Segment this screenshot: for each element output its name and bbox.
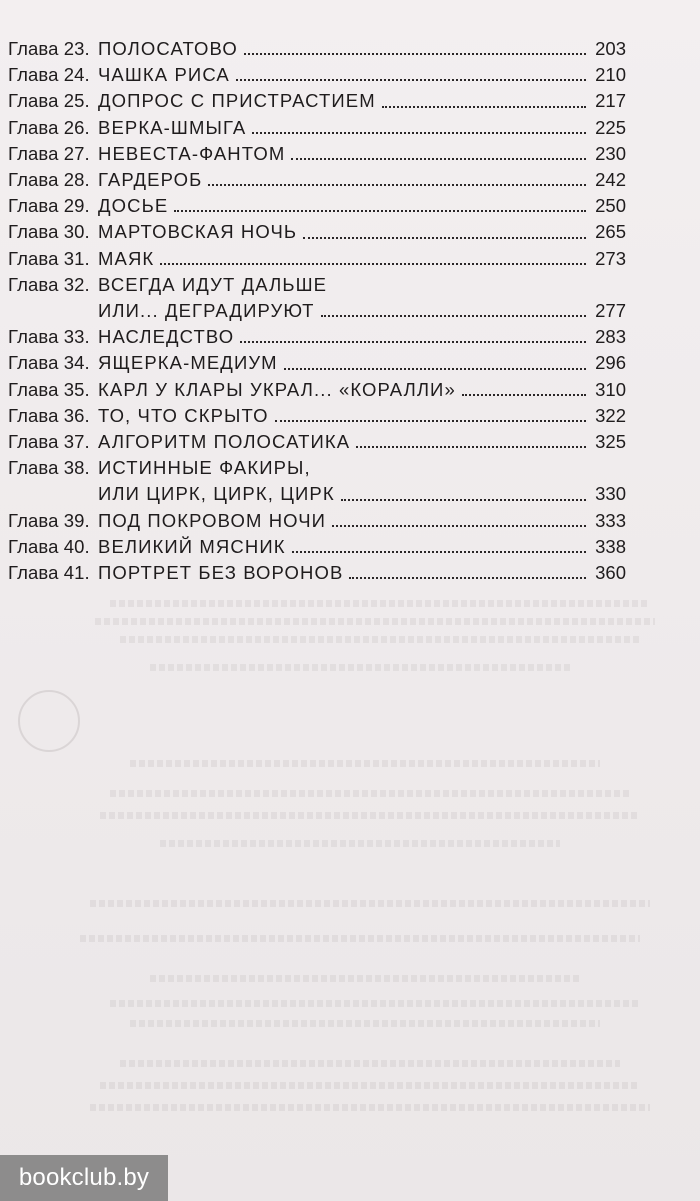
chapter-title: ВСЕГДА ИДУТ ДАЛЬШЕ	[98, 273, 328, 295]
chapter-number: Глава 28.	[8, 169, 90, 191]
dot-leader	[341, 499, 586, 501]
dot-leader	[244, 53, 586, 55]
page-number: 283	[595, 326, 626, 348]
show-through-text	[90, 900, 650, 907]
show-through-text	[90, 1104, 650, 1111]
dot-leader	[240, 341, 586, 343]
dot-leader	[208, 184, 586, 186]
show-through-text	[120, 636, 640, 643]
dot-leader	[332, 525, 586, 527]
page-number: 338	[595, 535, 626, 557]
dot-leader	[236, 79, 586, 81]
toc-entry	[8, 403, 626, 429]
dot-leader	[291, 158, 586, 160]
dot-leader	[292, 551, 586, 553]
chapter-number: Глава 34.	[8, 352, 90, 374]
chapter-title: НАСЛЕДСТВО	[98, 326, 235, 348]
watermark-label: bookclub.by	[0, 1155, 168, 1201]
chapter-number: Глава 38.	[8, 457, 90, 479]
toc-entry	[8, 219, 626, 245]
chapter-number: Глава 31.	[8, 247, 90, 269]
toc-entry	[8, 534, 626, 560]
chapter-number: Глава 39.	[8, 509, 90, 531]
toc-entry	[8, 272, 626, 298]
chapter-number: Глава 26.	[8, 116, 90, 138]
show-through-text	[100, 812, 640, 819]
chapter-number: Глава 30.	[8, 221, 90, 243]
page-number: 333	[595, 509, 626, 531]
chapter-title: ТО, ЧТО СКРЫТО	[98, 404, 269, 426]
chapter-number: Глава 35.	[8, 378, 90, 400]
toc-entry	[8, 167, 626, 193]
page-number: 310	[595, 378, 626, 400]
chapter-title: ЧАШКА РИСА	[98, 64, 230, 86]
dot-leader	[382, 106, 586, 108]
show-through-text	[80, 935, 640, 942]
chapter-title: ДОПРОС С ПРИСТРАСТИЕМ	[98, 90, 376, 112]
dot-leader	[462, 394, 586, 396]
toc-entry	[8, 246, 626, 272]
chapter-number: Глава 36.	[8, 404, 90, 426]
chapter-number: Глава 29.	[8, 195, 90, 217]
show-through-text	[95, 618, 655, 625]
dot-leader	[160, 263, 586, 265]
chapter-title: ВЕРКА-ШМЫГА	[98, 116, 247, 138]
chapter-number: Глава 23.	[8, 38, 90, 59]
chapter-title: НЕВЕСТА-ФАНТОМ	[98, 142, 286, 164]
toc-entry	[8, 455, 626, 481]
show-through-text	[110, 1000, 640, 1007]
toc-entry-continuation	[8, 298, 626, 324]
dot-leader	[303, 237, 586, 239]
page-number: 360	[595, 562, 626, 584]
chapter-title: ЯЩЕРКА-МЕДИУМ	[98, 352, 278, 374]
chapter-title: МАЯК	[98, 247, 155, 269]
dot-leader	[252, 132, 586, 134]
toc-entry	[8, 560, 626, 586]
toc-entry	[8, 62, 626, 88]
show-through-text	[130, 760, 600, 767]
chapter-title: МАРТОВСКАЯ НОЧЬ	[98, 221, 298, 243]
show-through-text	[110, 790, 630, 797]
page-number: 210	[595, 64, 626, 86]
show-through-text	[130, 1020, 600, 1027]
table-of-contents	[8, 36, 626, 586]
page-number: 225	[595, 116, 626, 138]
show-through-text	[150, 664, 570, 671]
chapter-title: КАРЛ У КЛАРЫ УКРАЛ... «КОРАЛЛИ»	[98, 378, 456, 400]
chapter-number: Глава 33.	[8, 326, 90, 348]
page-number: 330	[595, 483, 626, 505]
page-number: 296	[595, 352, 626, 374]
page-number: 203	[595, 38, 626, 59]
page-number: 217	[595, 90, 626, 112]
chapter-number: Глава 24.	[8, 64, 90, 86]
chapter-title: ВЕЛИКИЙ МЯСНИК	[98, 535, 286, 557]
toc-entry	[8, 324, 626, 350]
page-number: 250	[595, 195, 626, 217]
dot-leader	[284, 368, 586, 370]
toc-entry	[8, 141, 626, 167]
toc-entry	[8, 429, 626, 455]
toc-entry-continuation	[8, 481, 626, 507]
chapter-title: ДОСЬЕ	[98, 195, 169, 217]
toc-entry	[8, 36, 626, 62]
chapter-title: ПОРТРЕТ БЕЗ ВОРОНОВ	[98, 562, 344, 584]
chapter-title: АЛГОРИТМ ПОЛОСАТИКА	[98, 431, 351, 453]
show-through-text	[120, 1060, 620, 1067]
chapter-title: ГАРДЕРОБ	[98, 169, 203, 191]
chapter-title: ПОД ПОКРОВОМ НОЧИ	[98, 509, 327, 531]
toc-entry	[8, 115, 626, 141]
page-number: 242	[595, 169, 626, 191]
toc-entry	[8, 350, 626, 376]
toc-entry	[8, 88, 626, 114]
page-number: 230	[595, 142, 626, 164]
page-number: 265	[595, 221, 626, 243]
chapter-title-line2: ИЛИ ЦИРК, ЦИРК, ЦИРК	[98, 483, 335, 505]
show-through-text	[150, 975, 580, 982]
dot-leader	[321, 315, 587, 317]
show-through-text	[100, 1082, 640, 1089]
chapter-number: Глава 37.	[8, 431, 90, 453]
chapter-title: ИСТИННЫЕ ФАКИРЫ,	[98, 457, 311, 479]
show-through-age-badge	[18, 690, 80, 752]
chapter-number: Глава 41.	[8, 562, 90, 584]
dot-leader	[275, 420, 586, 422]
chapter-number: Глава 27.	[8, 142, 90, 164]
chapter-title: ПОЛОСАТОВО	[98, 38, 238, 59]
dot-leader	[349, 577, 586, 579]
chapter-title-line2: ИЛИ... ДЕГРАДИРУЮТ	[98, 300, 315, 322]
chapter-number: Глава 40.	[8, 535, 90, 557]
page-number: 273	[595, 247, 626, 269]
show-through-text	[160, 840, 560, 847]
page-number: 325	[595, 431, 626, 453]
dot-leader	[356, 446, 586, 448]
page-number: 322	[595, 404, 626, 426]
show-through-text	[110, 600, 650, 607]
toc-entry	[8, 377, 626, 403]
chapter-number: Глава 25.	[8, 90, 90, 112]
toc-entry	[8, 193, 626, 219]
chapter-number: Глава 32.	[8, 273, 90, 295]
dot-leader	[174, 210, 586, 212]
page-number: 277	[595, 300, 626, 322]
toc-entry	[8, 508, 626, 534]
